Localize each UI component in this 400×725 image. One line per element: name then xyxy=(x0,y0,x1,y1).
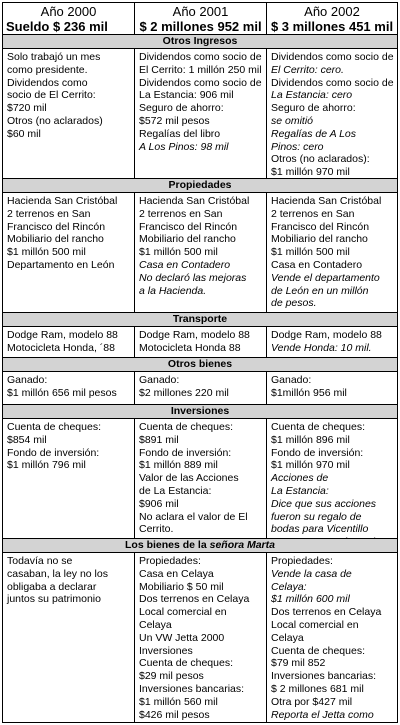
text-line: $1 millón 970 mil xyxy=(271,459,350,472)
text-line: Vende el departamento xyxy=(271,271,380,284)
marta-2001 xyxy=(135,553,267,722)
text-line: Dos terrenos en Celaya xyxy=(139,593,250,606)
text-line: Propiedades: xyxy=(139,555,201,567)
text-line: $2 millones 220 mil xyxy=(139,386,229,399)
text-line: Mobiliario $ 50 mil xyxy=(139,580,224,593)
text-line: 2 terrenos en San xyxy=(271,207,355,220)
otros-ingresos-row xyxy=(3,49,397,179)
text-line: $1 millón 796 mil xyxy=(7,459,86,472)
salary-2000: Sueldo $ 236 mil xyxy=(6,19,108,34)
text-line: Dividendos como socio de xyxy=(139,76,262,89)
bienes-marta-row xyxy=(3,553,397,722)
otros-bienes-2000 xyxy=(3,372,135,404)
propiedades-2002 xyxy=(267,193,397,312)
text-line: Dividendos como socio de xyxy=(139,51,262,63)
section-header-propiedades: Propiedades xyxy=(3,179,397,193)
text-line: $1 millón 500 mil xyxy=(271,246,350,259)
text-line: Francisco del Rincón xyxy=(139,220,238,233)
propiedades-2000 xyxy=(3,193,135,312)
text-line: obligaba a declarar xyxy=(7,580,97,593)
text-line: $1 millón 970 mil xyxy=(271,166,350,178)
text-line: Fondo de inversión: xyxy=(271,446,364,459)
propiedades-row xyxy=(3,193,397,313)
text-line: Ganado: xyxy=(271,374,312,386)
text-line: Dodge Ram, modelo 88 xyxy=(271,329,382,341)
text-line: $854 mil xyxy=(7,433,47,446)
text-line: 2 terrenos en San xyxy=(139,207,223,220)
text-line: Un VW Jetta 2000 xyxy=(139,631,225,644)
text-line: Dodge Ram, modelo 88 xyxy=(7,329,118,341)
text-line: Reporta el Jetta como xyxy=(271,708,374,721)
header-row xyxy=(3,3,397,35)
text-line: $60 mil xyxy=(7,127,41,140)
text-line: $1 millón 500 mil xyxy=(139,246,218,259)
otros-ingresos-2002 xyxy=(267,49,397,178)
text-line: Valor de las Acciones xyxy=(139,472,239,485)
text-line: La Estancia: 906 mil xyxy=(139,89,234,102)
text-line: Inversiones bancarias: xyxy=(139,682,245,695)
text-line: de La Estancia: xyxy=(139,484,212,497)
text-line: Cerrito. xyxy=(139,523,174,536)
text-line: de pesos. xyxy=(271,297,317,310)
text-line: $1 millón 889 mil xyxy=(139,459,218,472)
text-line: Fondo de inversión: xyxy=(139,446,232,459)
transporte-row xyxy=(3,327,397,358)
inversiones-2000 xyxy=(3,419,135,538)
text-line: Casa en Celaya xyxy=(139,567,214,580)
text-line xyxy=(271,536,394,538)
text-line: $1 millón 560 mil xyxy=(139,695,218,708)
text-line: Hacienda San Cristóbal xyxy=(271,195,382,207)
text-line: El Cerrito: cero. xyxy=(271,63,344,76)
text-line: fueron su regalo de xyxy=(271,510,362,523)
text-line: Inversiones bancarias: xyxy=(271,670,377,683)
year-2000: Año 2000 xyxy=(40,4,97,19)
total-2001: $ 2 millones 952 mil xyxy=(139,19,262,34)
text-line: $29 mil pesos xyxy=(139,670,204,683)
text-line: socio de El Cerrito: xyxy=(7,89,96,102)
text-line: Casa en Contadero xyxy=(139,258,231,271)
text-line: Regalías del libro xyxy=(139,127,221,140)
text-line: $1millón 956 mil xyxy=(271,386,347,399)
text-line: No declaró las mejoras xyxy=(139,271,247,284)
text-line: $572 mil pesos xyxy=(139,114,210,127)
text-line: Casa en Contadero xyxy=(271,258,363,271)
text-line: Cuenta de cheques: xyxy=(7,421,101,433)
text-line: $1 millón 896 mil xyxy=(271,433,350,446)
text-line: $ 2 millones 681 mil xyxy=(271,682,364,695)
text-line: Todavía no se xyxy=(7,555,73,567)
marta-2000 xyxy=(3,553,135,722)
text-line: Hacienda San Cristóbal xyxy=(139,195,250,207)
section-header-transporte: Transporte xyxy=(3,313,397,327)
section-header-inversiones: Inversiones xyxy=(3,405,397,419)
text-line: Francisco del Rincón xyxy=(7,220,106,233)
text-line: juntos su patrimonio xyxy=(7,593,101,606)
text-line: Regalías de A Los xyxy=(271,127,357,140)
text-line: Cuenta de cheques: xyxy=(271,644,365,657)
text-line: Dividendos como socio de xyxy=(271,51,394,63)
text-line: $720 mil xyxy=(7,102,47,115)
transporte-2002 xyxy=(267,327,397,357)
text-line: Solo trabajó un mes xyxy=(7,51,101,63)
header-cell-2000 xyxy=(3,3,135,34)
otros-ingresos-2001 xyxy=(135,49,267,178)
text-line: $1 millón 600 mil xyxy=(271,593,350,606)
text-line: Motocicleta Honda, ´88 xyxy=(7,341,115,354)
section-title-name: señora Marta xyxy=(209,539,275,551)
transporte-2000 xyxy=(3,327,135,357)
header-cell-2001 xyxy=(135,3,267,34)
propiedades-2001 xyxy=(135,193,267,312)
text-line: de León en un millón xyxy=(271,284,369,297)
otros-bienes-row xyxy=(3,372,397,405)
text-line: $1 millón 656 mil pesos xyxy=(7,386,117,399)
otros-bienes-2001 xyxy=(135,372,267,404)
text-line: casaban, la ley no los xyxy=(7,567,108,580)
section-header-bienes-marta xyxy=(3,539,397,553)
section-title-prefix: Los bienes de la xyxy=(125,539,210,551)
section-header-otros-ingresos: Otros Ingresos xyxy=(3,35,397,49)
text-line: Dividendos como socio de xyxy=(271,76,394,89)
text-line: Local comercial en xyxy=(139,606,227,619)
text-line: $426 mil pesos xyxy=(139,708,210,721)
asset-declaration-table xyxy=(2,2,398,723)
text-line: Celaya: xyxy=(271,580,307,593)
text-line: Cuenta de cheques: xyxy=(139,657,233,670)
text-line: Local comercial en xyxy=(271,618,359,631)
marta-2002 xyxy=(267,553,397,722)
text-line: Ganado: xyxy=(139,374,180,386)
text-line: Cuenta de cheques: xyxy=(271,421,365,433)
text-line: La Estancia: xyxy=(271,484,329,497)
text-line: $906 mil xyxy=(139,497,179,510)
otros-bienes-2002 xyxy=(267,372,397,404)
text-line: $79 mil 852 xyxy=(271,657,326,670)
text-line: Motocicleta Honda 88 xyxy=(139,341,241,354)
text-line: Mobiliario del rancho xyxy=(7,233,104,246)
text-line: Celaya xyxy=(139,618,172,631)
text-line: Otros (no aclarados): xyxy=(271,153,370,166)
text-line: Otra por $427 mil xyxy=(271,695,353,708)
text-line: Mobiliario del rancho xyxy=(271,233,368,246)
text-line: se omitió xyxy=(271,114,314,127)
text-line: a la Hacienda. xyxy=(139,284,207,297)
section-header-otros-bienes: Otros bienes xyxy=(3,358,397,372)
text-line: Fondo de inversión: xyxy=(7,446,100,459)
text-line: La Estancia: cero xyxy=(271,89,353,102)
text-line: Celaya xyxy=(271,631,304,644)
text-line: Cuenta de cheques: xyxy=(139,421,233,433)
text-line: Acciones de xyxy=(271,472,329,485)
text-line: Vende la casa de xyxy=(271,567,352,580)
text-line: El Cerrito: 1 millón 250 mil xyxy=(139,63,262,76)
text-line: Mobiliario del rancho xyxy=(139,233,236,246)
text-line: Dice que sus acciones xyxy=(271,497,377,510)
text-line: Hacienda San Cristóbal xyxy=(7,195,118,207)
text-line: $891 mil xyxy=(139,433,179,446)
inversiones-row xyxy=(3,419,397,539)
transporte-2001 xyxy=(135,327,267,357)
text-line: No aclara el valor de El xyxy=(139,510,248,523)
text-line: Francisco del Rincón xyxy=(271,220,370,233)
text-line: Departamento en León xyxy=(7,258,115,271)
inversiones-2001 xyxy=(135,419,267,538)
text-line: Otros (no aclarados) xyxy=(7,114,103,127)
text-line: bodas para Vicentillo xyxy=(271,523,369,536)
text-line: Dodge Ram, modelo 88 xyxy=(139,329,250,341)
text-line: Propiedades: xyxy=(271,555,333,567)
header-cell-2002 xyxy=(267,3,397,34)
text-line: $1 millón 500 mil xyxy=(7,246,86,259)
otros-ingresos-2000 xyxy=(3,49,135,178)
text-line: como presidente. xyxy=(7,63,88,76)
year-2001: Año 2001 xyxy=(172,4,229,19)
text-line: Ganado: xyxy=(7,374,48,386)
text-line: Dividendos como xyxy=(7,76,88,89)
year-2002: Año 2002 xyxy=(304,4,360,19)
text-line: 2 terrenos en San xyxy=(7,207,91,220)
text-line: Dos terrenos en Celaya xyxy=(271,606,382,619)
total-2002: $ 3 millones 451 mil xyxy=(270,19,394,34)
text-line: Pinos: cero xyxy=(271,140,324,153)
inversiones-2002 xyxy=(267,419,397,538)
text-line: Seguro de ahorro: xyxy=(139,102,224,115)
text-line xyxy=(271,721,394,722)
text-line: Vende Honda: 10 mil. xyxy=(271,341,372,354)
text-line: A Los Pinos: 98 mil xyxy=(139,140,229,153)
text-line: Inversiones xyxy=(139,644,193,657)
text-line: Seguro de ahorro: xyxy=(271,102,356,115)
